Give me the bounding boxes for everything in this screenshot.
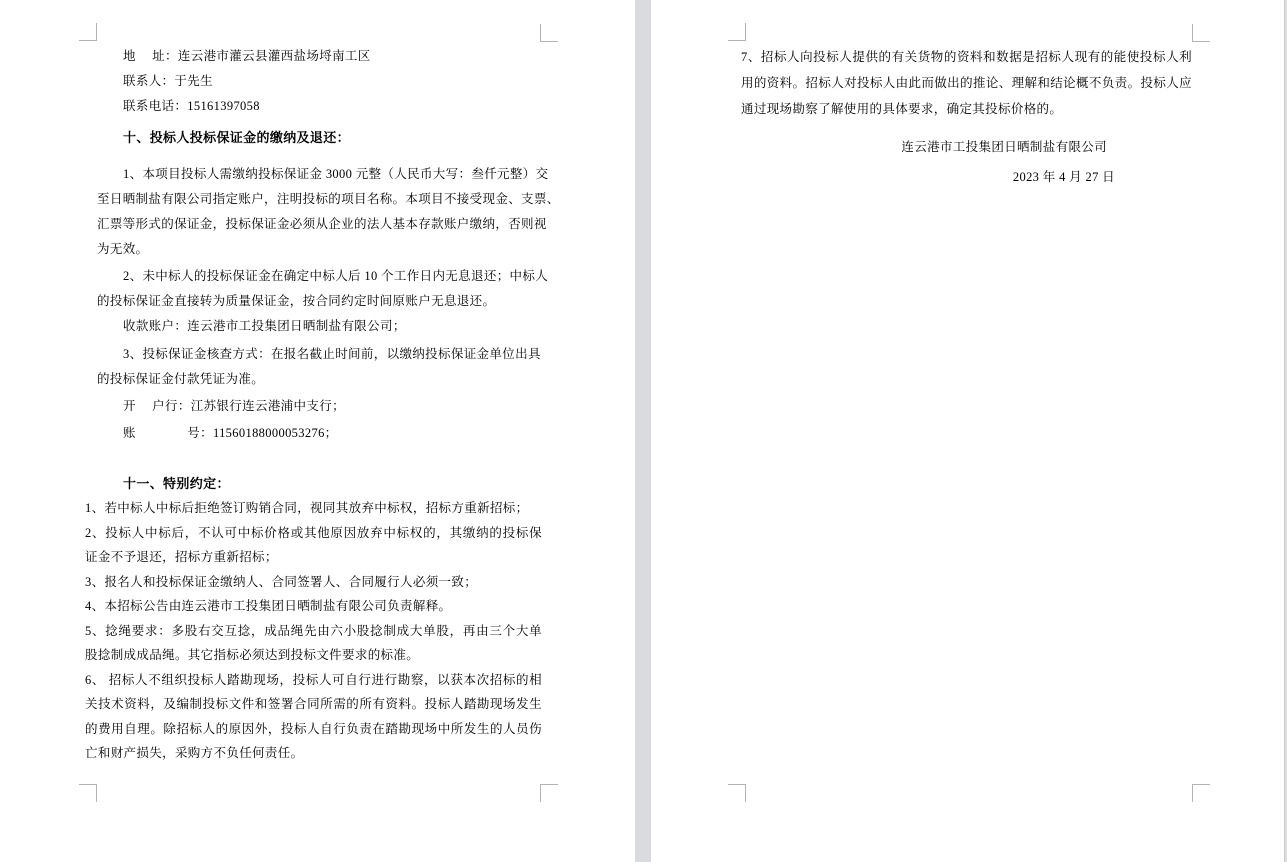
- crop-mark-bottom-left: [79, 784, 97, 802]
- crop-mark-bottom-left: [728, 784, 746, 802]
- crop-mark-top-right: [540, 24, 558, 42]
- text-line: 关技术资料，及编制投标文件和签署合同所需的所有资料。投标人踏勘现场发生: [85, 697, 542, 711]
- text-line: 账 号：11560188000053276；: [123, 426, 338, 440]
- text-line: 用的资料。招标人对投标人由此而做出的推论、理解和结论概不负责。投标人应: [741, 76, 1192, 90]
- text-line: 1、本项目投标人需缴纳投标保证金 3000 元整（人民币大写：叁仟元整）交: [123, 167, 549, 181]
- text-line: 的投标保证金直接转为质量保证金，按合同约定时间原账户无息退还。: [97, 294, 496, 308]
- text-line: 2、未中标人的投标保证金在确定中标人后 10 个工作日内无息退还；中标人: [123, 269, 549, 283]
- text-line: 3、投标保证金核查方式：在报名截止时间前，以缴纳投标保证金单位出具: [123, 347, 541, 361]
- document-page-right[interactable]: [651, 0, 1284, 862]
- text-line: 5、捻绳要求：多股右交互捻，成品绳先由六小股捻制成大单股，再由三个大单: [85, 623, 542, 638]
- text-line: 联系人：于先生: [123, 74, 213, 88]
- crop-mark-top-right: [1192, 24, 1210, 42]
- text-line: 3、报名人和投标保证金缴纳人、合同签署人、合同履行人必须一致；: [85, 574, 478, 589]
- text-line: 2023 年 4 月 27 日: [1012, 170, 1115, 184]
- text-line: 为无效。: [97, 242, 149, 256]
- text-line: 1、若中标人中标后拒绝签订购销合同，视同其放弃中标权，招标方重新招标；: [85, 501, 529, 515]
- text-line: 通过现场勘察了解使用的具体要求，确定其投标价格的。: [741, 102, 1063, 116]
- text-line: 股捻制成成品绳。其它指标必须达到投标文件要求的标准。: [85, 648, 420, 662]
- section-heading: 十、投标人投标保证金的缴纳及退还：: [123, 130, 350, 145]
- page-right-text-area: [741, 44, 1192, 190]
- text-line: 开 户行：江苏银行连云港浦中支行；: [123, 399, 345, 413]
- crop-mark-bottom-right: [540, 784, 558, 802]
- text-line: 7、招标人向投标人提供的有关货物的资料和数据是招标人现有的能使投标人利: [741, 50, 1192, 64]
- text-line: 亡和财产损失，采购方不负任何责任。: [85, 746, 304, 760]
- text-line: 的投标保证金付款凭证为准。: [97, 372, 265, 386]
- page-gap: [635, 0, 651, 862]
- crop-mark-bottom-right: [1192, 784, 1210, 802]
- text-line: 地 址：连云港市灌云县灌西盐场埒南工区: [123, 49, 371, 63]
- crop-mark-top-left: [728, 23, 746, 41]
- document-page-left[interactable]: [0, 0, 635, 862]
- text-line: 至日晒制盐有限公司指定账户，注明投标的项目名称。本项目不接受现金、支票、: [97, 192, 560, 206]
- text-line: 连云港市工投集团日晒制盐有限公司: [901, 140, 1107, 154]
- text-line: 汇票等形式的保证金，投标保证金必须从企业的法人基本存款账户缴纳，否则视: [97, 217, 547, 231]
- text-line: 证金不予退还，招标方重新招标；: [85, 550, 278, 564]
- page-left-text-area: [85, 44, 560, 766]
- text-line: 联系电话：15161397058: [123, 99, 260, 113]
- text-line: 4、本招标公告由连云港市工投集团日晒制盐有限公司负责解释。: [85, 599, 452, 613]
- text-line: 的费用自理。除招标人的原因外，投标人自行负责在踏勘现场中所发生的人员伤: [85, 721, 542, 736]
- crop-mark-top-left: [79, 23, 97, 41]
- section-heading: 十一、特别约定：: [123, 476, 230, 491]
- text-line: 6、 招标人不组织投标人踏勘现场，投标人可自行进行勘察，以获本次招标的相: [85, 672, 542, 687]
- text-line: 2、投标人中标后，不认可中标价格或其他原因放弃中标权的，其缴纳的投标保: [85, 525, 542, 540]
- text-line: 收款账户：连云港市工投集团日晒制盐有限公司；: [123, 319, 406, 333]
